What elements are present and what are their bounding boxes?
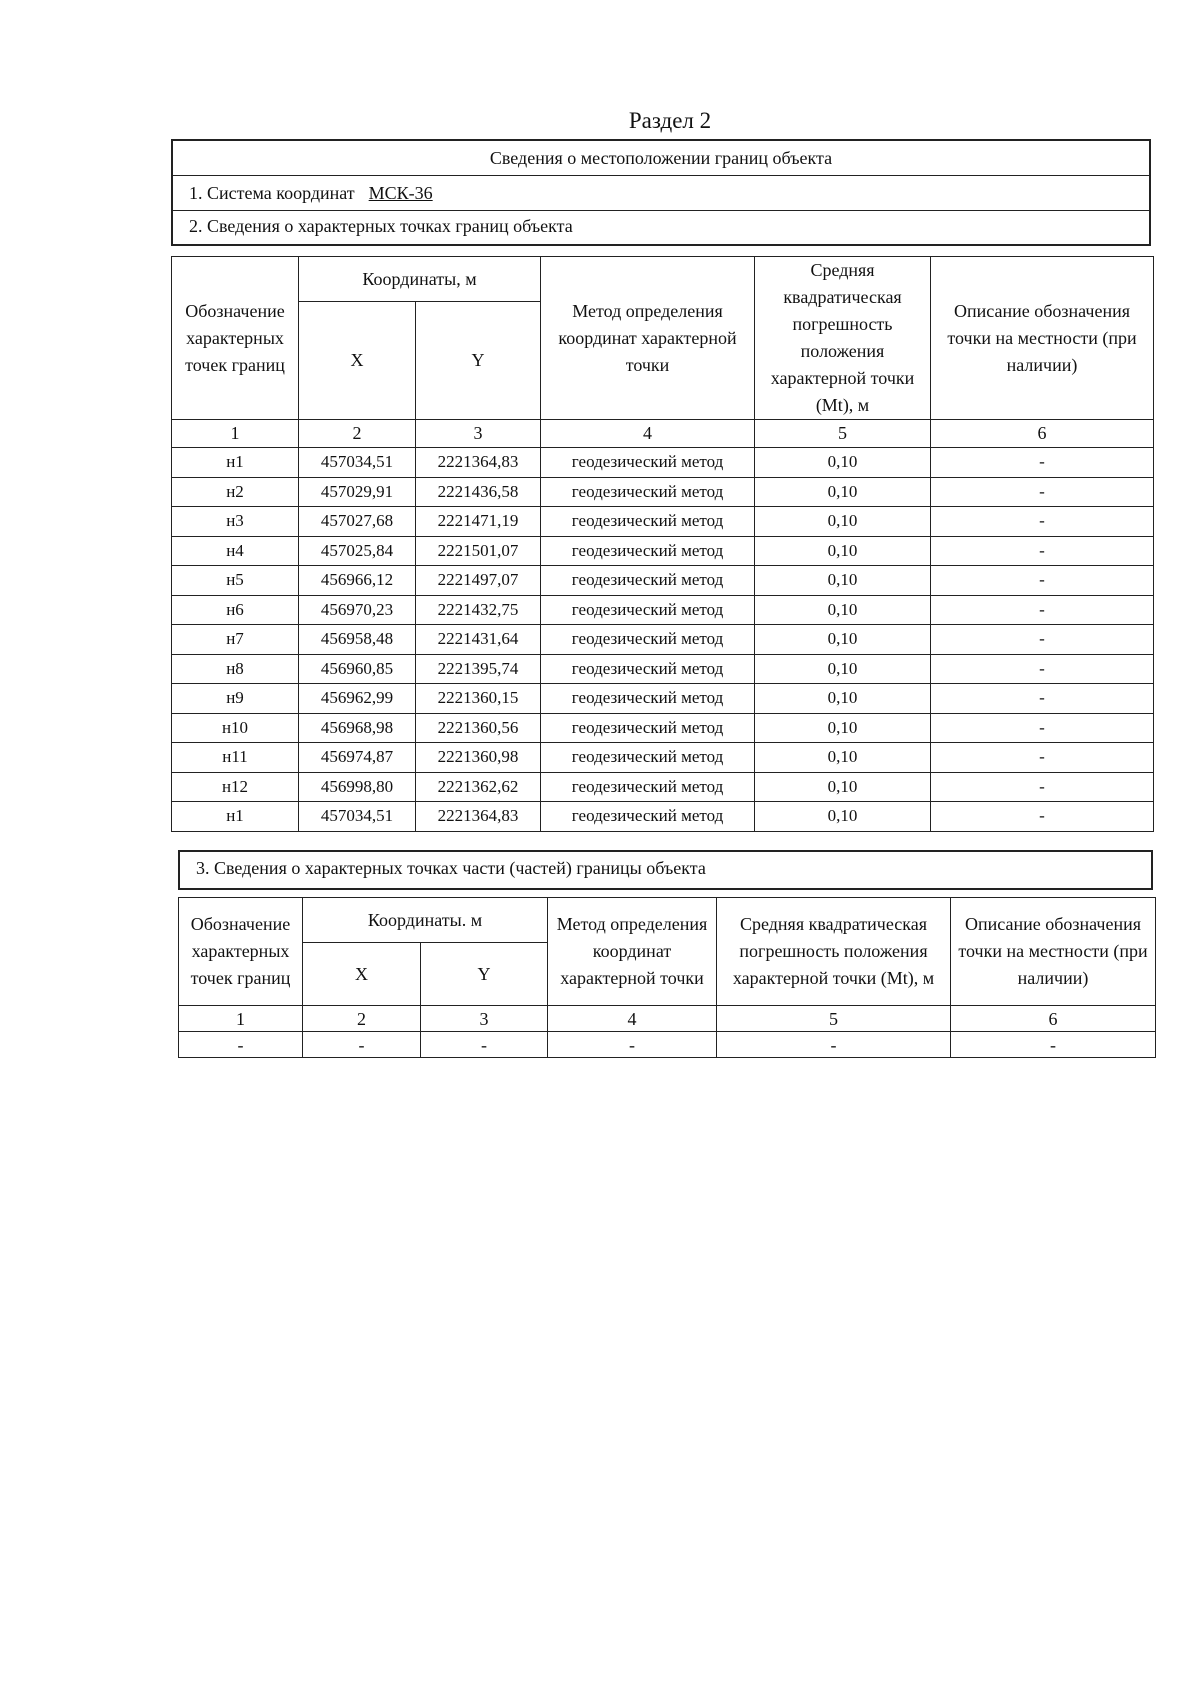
header-y: Y — [421, 943, 548, 1006]
info-heading: Сведения о местоположении границ объекта — [489, 148, 833, 168]
point-description: - — [931, 566, 1154, 596]
table-row — [172, 566, 1154, 596]
point-designation: н3 — [172, 507, 299, 537]
table-row — [172, 507, 1154, 537]
point-description: - — [931, 684, 1154, 714]
coord-system-row — [173, 175, 1149, 210]
point-x: 456998,80 — [299, 772, 416, 802]
point-description: - — [931, 743, 1154, 773]
col-number: 5 — [717, 1006, 951, 1032]
point-y: 2221471,19 — [416, 507, 541, 537]
point-designation: н7 — [172, 625, 299, 655]
point-error: 0,10 — [755, 566, 931, 596]
point-error: 0,10 — [755, 713, 931, 743]
point-method: геодезический метод — [541, 802, 755, 832]
header-y: Y — [416, 302, 541, 420]
points-heading: 2. Сведения о характерных точках границ объекта — [173, 210, 1149, 244]
point-designation: н8 — [172, 654, 299, 684]
object-boundary-info — [171, 139, 1151, 246]
point-error: 0,10 — [755, 448, 931, 478]
point-method: геодезический метод — [541, 713, 755, 743]
header-error: Средняя квадратическая погрешность положения характерной точки (Mt), м — [717, 898, 951, 1006]
header-row — [179, 898, 1156, 943]
col-number: 4 — [541, 420, 755, 448]
boundary-points-table — [171, 256, 1154, 832]
table-row — [172, 772, 1154, 802]
point-error: 0,10 — [755, 654, 931, 684]
point-error: 0,10 — [755, 507, 931, 537]
table-row — [172, 477, 1154, 507]
point-designation: н10 — [172, 713, 299, 743]
point-error: 0,10 — [755, 625, 931, 655]
point-y: 2221364,83 — [416, 802, 541, 832]
header-description: Описание обозначения точки на местности (при наличии) — [951, 898, 1156, 1006]
table-row — [172, 684, 1154, 714]
point-designation: н4 — [172, 536, 299, 566]
table-row — [172, 743, 1154, 773]
col-number: 6 — [951, 1006, 1156, 1032]
point-description: - — [931, 625, 1154, 655]
point-x: 456958,48 — [299, 625, 416, 655]
table-row — [172, 536, 1154, 566]
point-method: геодезический метод — [541, 507, 755, 537]
point-method: геодезический метод — [541, 684, 755, 714]
point-y: 2221395,74 — [416, 654, 541, 684]
header-method: Метод определения координат характерной точки — [548, 898, 717, 1006]
point-y: 2221364,83 — [416, 448, 541, 478]
point-x: 457034,51 — [299, 802, 416, 832]
col-number: 5 — [755, 420, 931, 448]
point-x: 457025,84 — [299, 536, 416, 566]
point-designation: н5 — [172, 566, 299, 596]
point-designation: н9 — [172, 684, 299, 714]
point-error: 0,10 — [755, 684, 931, 714]
point-designation: н1 — [172, 802, 299, 832]
col-number: 3 — [421, 1006, 548, 1032]
col-number: 1 — [179, 1006, 303, 1032]
part-description: - — [951, 1032, 1156, 1058]
point-method: геодезический метод — [541, 477, 755, 507]
point-designation: н12 — [172, 772, 299, 802]
col-number: 6 — [931, 420, 1154, 448]
coord-system-label: 1. Система координат — [189, 183, 355, 203]
point-y: 2221360,98 — [416, 743, 541, 773]
point-error: 0,10 — [755, 743, 931, 773]
point-error: 0,10 — [755, 772, 931, 802]
header-coords: Координаты, м — [299, 257, 541, 302]
table-row — [172, 448, 1154, 478]
point-x: 456968,98 — [299, 713, 416, 743]
point-method: геодезический метод — [541, 536, 755, 566]
point-x: 456962,99 — [299, 684, 416, 714]
point-error: 0,10 — [755, 595, 931, 625]
point-x: 457027,68 — [299, 507, 416, 537]
point-x: 457029,91 — [299, 477, 416, 507]
column-number-row — [172, 420, 1154, 448]
point-error: 0,10 — [755, 802, 931, 832]
point-description: - — [931, 772, 1154, 802]
point-y: 2221360,56 — [416, 713, 541, 743]
coord-system-value: МСК-36 — [368, 183, 433, 203]
point-x: 456970,23 — [299, 595, 416, 625]
table-row — [172, 595, 1154, 625]
point-description: - — [931, 536, 1154, 566]
point-designation: н1 — [172, 448, 299, 478]
point-method: геодезический метод — [541, 654, 755, 684]
point-y: 2221431,64 — [416, 625, 541, 655]
table-row — [179, 1032, 1156, 1058]
point-error: 0,10 — [755, 536, 931, 566]
part-points-table — [178, 897, 1156, 1058]
part-designation: - — [179, 1032, 303, 1058]
point-y: 2221501,07 — [416, 536, 541, 566]
point-y: 2221432,75 — [416, 595, 541, 625]
point-y: 2221362,62 — [416, 772, 541, 802]
point-method: геодезический метод — [541, 625, 755, 655]
header-coords: Координаты. м — [303, 898, 548, 943]
part-error: - — [717, 1032, 951, 1058]
header-method: Метод определения координат характерной точки — [541, 257, 755, 420]
section-title: Раздел 2 — [628, 108, 712, 133]
header-error: Средняя квадратическая погрешность положения характерной точки (Mt), м — [755, 257, 931, 420]
part-y: - — [421, 1032, 548, 1058]
point-x: 457034,51 — [299, 448, 416, 478]
header-description: Описание обозначения точки на местности (при наличии) — [931, 257, 1154, 420]
point-x: 456966,12 — [299, 566, 416, 596]
point-x: 456974,87 — [299, 743, 416, 773]
point-description: - — [931, 595, 1154, 625]
point-description: - — [931, 448, 1154, 478]
table-row — [172, 654, 1154, 684]
point-method: геодезический метод — [541, 595, 755, 625]
header-x: X — [303, 943, 421, 1006]
part-x: - — [303, 1032, 421, 1058]
header-x: X — [299, 302, 416, 420]
col-number: 3 — [416, 420, 541, 448]
col-number: 2 — [303, 1006, 421, 1032]
header-designation: Обозначение характерных точек границ — [179, 898, 303, 1006]
part-method: - — [548, 1032, 717, 1058]
point-designation: н6 — [172, 595, 299, 625]
point-y: 2221436,58 — [416, 477, 541, 507]
table-row — [172, 713, 1154, 743]
point-method: геодезический метод — [541, 743, 755, 773]
point-description: - — [931, 654, 1154, 684]
header-row — [172, 257, 1154, 302]
table-row — [172, 625, 1154, 655]
point-method: геодезический метод — [541, 448, 755, 478]
part-points-heading: 3. Сведения о характерных точках части (частей) границы объекта — [178, 850, 1153, 890]
point-y: 2221360,15 — [416, 684, 541, 714]
point-y: 2221497,07 — [416, 566, 541, 596]
header-designation: Обозначение характерных точек границ — [172, 257, 299, 420]
point-description: - — [931, 802, 1154, 832]
point-method: геодезический метод — [541, 566, 755, 596]
point-x: 456960,85 — [299, 654, 416, 684]
table-row — [172, 802, 1154, 832]
point-description: - — [931, 477, 1154, 507]
point-designation: н2 — [172, 477, 299, 507]
point-error: 0,10 — [755, 477, 931, 507]
col-number: 2 — [299, 420, 416, 448]
point-designation: н11 — [172, 743, 299, 773]
point-description: - — [931, 507, 1154, 537]
col-number: 1 — [172, 420, 299, 448]
point-method: геодезический метод — [541, 772, 755, 802]
column-number-row — [179, 1006, 1156, 1032]
col-number: 4 — [548, 1006, 717, 1032]
point-description: - — [931, 713, 1154, 743]
